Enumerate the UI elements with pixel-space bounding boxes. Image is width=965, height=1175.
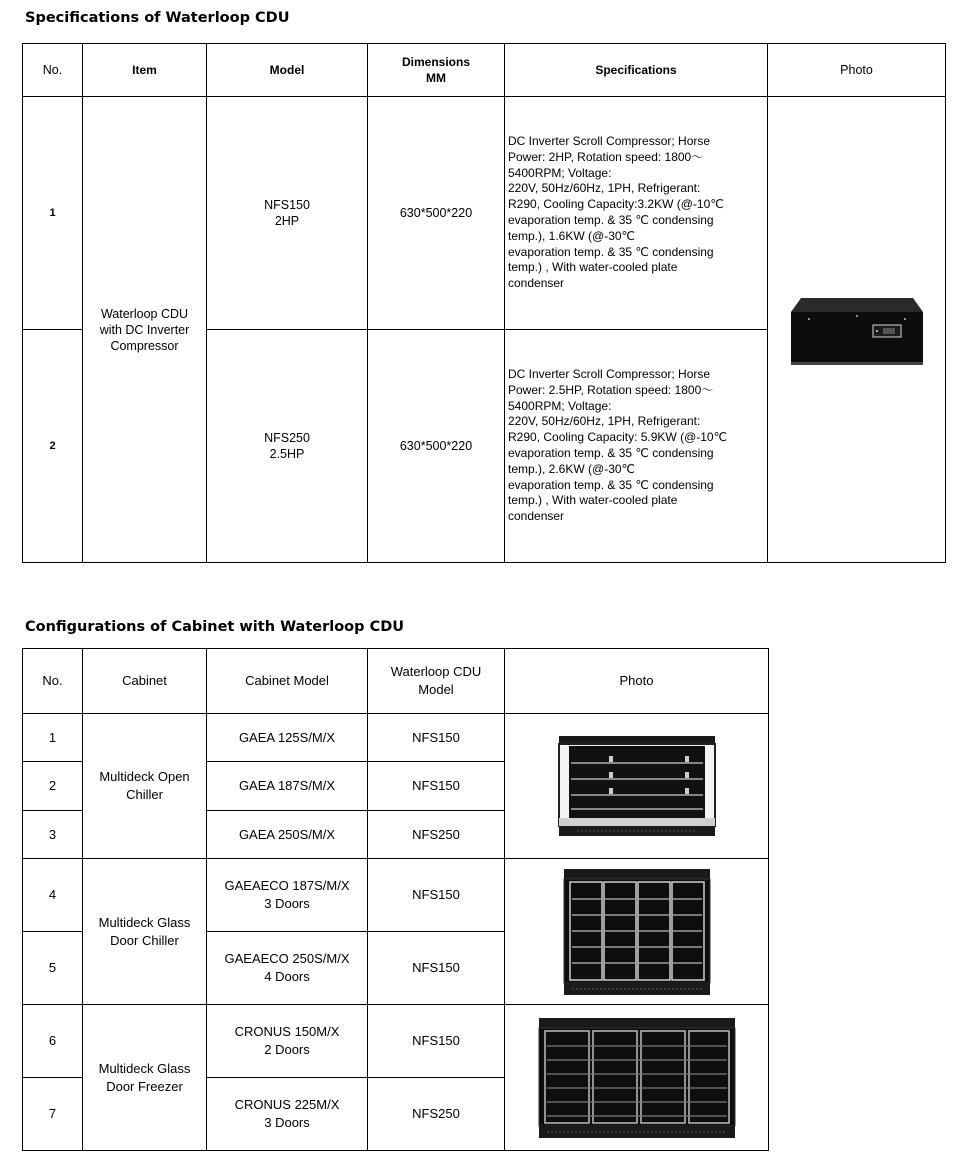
- cabinet-model-cell: GAEA 250S/M/X: [207, 811, 368, 859]
- cabinet-line: Multideck Glass: [98, 1060, 191, 1076]
- row-number: 7: [23, 1078, 83, 1151]
- specifications-cell: [505, 97, 768, 330]
- config-row: [23, 714, 769, 762]
- cdu-model-cell: NFS150: [368, 859, 505, 932]
- glass-door-chiller-photo-cell: [505, 859, 769, 1005]
- dimensions-cell: 630*500*220: [368, 97, 505, 330]
- header-dimensions: [368, 44, 505, 97]
- spec-line: 220V, 50Hz/60Hz, 1PH, Refrigerant:: [508, 181, 701, 196]
- dimensions-cell: 630*500*220: [368, 330, 505, 563]
- model-line: 2.5HP: [269, 447, 305, 461]
- cabinet-cell: [83, 1005, 207, 1151]
- cabinet-line: Door Chiller: [110, 932, 179, 948]
- spec-line: evaporation temp. & 35 ℃ condensing: [508, 244, 714, 259]
- spec-line: Power: 2HP, Rotation speed: 1800～: [508, 149, 704, 164]
- cabinet-line: Multideck Glass: [98, 914, 191, 930]
- cdu-model-cell: NFS150: [368, 1005, 505, 1078]
- model-line: NFS250: [264, 431, 310, 445]
- spec-header-row: [23, 44, 946, 97]
- spec-line: evaporation temp. & 35 ℃ condensing: [508, 213, 714, 227]
- cabinet-line: Chiller: [126, 787, 163, 802]
- config-row: [23, 1005, 769, 1078]
- configurations-table: [22, 648, 769, 1151]
- model-cell: [207, 330, 368, 563]
- spec-line: R290, Cooling Capacity: 5.9KW (@-10℃: [508, 430, 728, 445]
- cabinet-model-line: CRONUS 225M/X: [234, 1097, 340, 1112]
- specifications-cell: [505, 330, 768, 563]
- cabinet-model-cell: [207, 932, 368, 1005]
- spec-line: Power: 2.5HP, Rotation speed: 1800～: [508, 382, 714, 397]
- cabinet-model-cell: GAEA 187S/M/X: [207, 762, 368, 811]
- header-cdu-model: [368, 649, 505, 714]
- specifications-table: [22, 43, 946, 563]
- header-dimensions-unit: MM: [426, 71, 446, 85]
- row-number: 1: [23, 97, 83, 330]
- config-row: [23, 859, 769, 932]
- spec-row: [23, 97, 946, 330]
- glass-door-freezer-photo: [537, 1016, 737, 1140]
- spec-line: condenser: [508, 276, 565, 291]
- row-number: 2: [23, 330, 83, 563]
- row-number: 5: [23, 932, 83, 1005]
- spec-line: temp.), 2.6KW (@-30℃: [508, 461, 636, 476]
- row-number: 4: [23, 859, 83, 932]
- spec-section-title: Specifications of Waterloop CDU: [25, 10, 290, 26]
- cabinet-model-line: 2 Doors: [264, 1042, 310, 1057]
- header-no: No.: [23, 44, 83, 97]
- cabinet-cell: [83, 714, 207, 859]
- row-number: 2: [23, 762, 83, 811]
- spec-line: DC Inverter Scroll Compressor; Horse: [508, 134, 711, 149]
- header-cabinet: Cabinet: [83, 649, 207, 714]
- cdu-model-cell: NFS250: [368, 1078, 505, 1151]
- header-no: No.: [23, 649, 83, 714]
- header-photo: Photo: [768, 44, 946, 97]
- model-cell: [207, 97, 368, 330]
- model-line: 2HP: [274, 214, 300, 228]
- cabinet-cell: [83, 859, 207, 1005]
- spec-line: temp.) , With water-cooled plate: [508, 493, 678, 508]
- spec-line: evaporation temp. & 35 ℃ condensing: [508, 477, 714, 492]
- cabinet-line: Door Freezer: [106, 1078, 183, 1094]
- cabinet-model-line: 3 Doors: [264, 896, 310, 911]
- row-number: 1: [23, 714, 83, 762]
- model-line: NFS150: [264, 198, 310, 212]
- spec-line: condenser: [508, 509, 565, 524]
- config-header-row: [23, 649, 769, 714]
- cabinet-model-line: 4 Doors: [264, 969, 310, 984]
- cabinet-model-cell: [207, 1078, 368, 1151]
- row-number: 6: [23, 1005, 83, 1078]
- glass-door-chiller-photo: [562, 867, 712, 997]
- header-item: Item: [83, 44, 207, 97]
- header-cdu-model-line: Waterloop CDU: [390, 664, 482, 679]
- header-dimensions-line: Dimensions: [401, 55, 470, 69]
- spec-line: temp.), 1.6KW (@-30℃: [508, 228, 636, 243]
- item-line: Waterloop CDU: [100, 306, 189, 321]
- spec-line: DC Inverter Scroll Compressor; Horse: [508, 367, 711, 382]
- config-section-title: Configurations of Cabinet with Waterloop CDU: [25, 619, 405, 635]
- header-model: Model: [207, 44, 368, 97]
- spec-line: 220V, 50Hz/60Hz, 1PH, Refrigerant:: [508, 414, 701, 429]
- cdu-photo-cell: [768, 97, 946, 563]
- cabinet-model-line: 3 Doors: [264, 1115, 310, 1130]
- cabinet-line: Multideck Open: [99, 769, 190, 784]
- item-line: with DC Inverter: [99, 322, 190, 337]
- spec-line: 5400RPM; Voltage:: [508, 165, 612, 180]
- cdu-model-cell: NFS150: [368, 932, 505, 1005]
- header-specifications: Specifications: [505, 44, 768, 97]
- cdu-model-cell: NFS250: [368, 811, 505, 859]
- spec-line: R290, Cooling Capacity:3.2KW (@-10℃: [508, 197, 724, 212]
- row-number: 3: [23, 811, 83, 859]
- item-cell: [83, 97, 207, 563]
- open-chiller-photo: [557, 734, 717, 838]
- header-cabinet-model: Cabinet Model: [207, 649, 368, 714]
- cabinet-model-line: CRONUS 150M/X: [234, 1024, 340, 1039]
- spec-line: 5400RPM; Voltage:: [508, 398, 612, 413]
- cabinet-model-line: GAEAECO 187S/M/X: [224, 878, 350, 893]
- cdu-model-cell: NFS150: [368, 714, 505, 762]
- cdu-model-cell: NFS150: [368, 762, 505, 811]
- cabinet-model-cell: [207, 859, 368, 932]
- header-cdu-model-line: Model: [418, 682, 454, 697]
- spec-line: evaporation temp. & 35 ℃ condensing: [508, 446, 714, 460]
- header-photo: Photo: [505, 649, 769, 714]
- open-chiller-photo-cell: [505, 714, 769, 859]
- glass-door-freezer-photo-cell: [505, 1005, 769, 1151]
- cabinet-model-line: GAEAECO 250S/M/X: [224, 951, 350, 966]
- cdu-unit-photo: [787, 290, 927, 370]
- cabinet-model-cell: [207, 1005, 368, 1078]
- spec-line: temp.) , With water-cooled plate: [508, 260, 678, 275]
- item-line: Compressor: [110, 338, 179, 353]
- cabinet-model-cell: GAEA 125S/M/X: [207, 714, 368, 762]
